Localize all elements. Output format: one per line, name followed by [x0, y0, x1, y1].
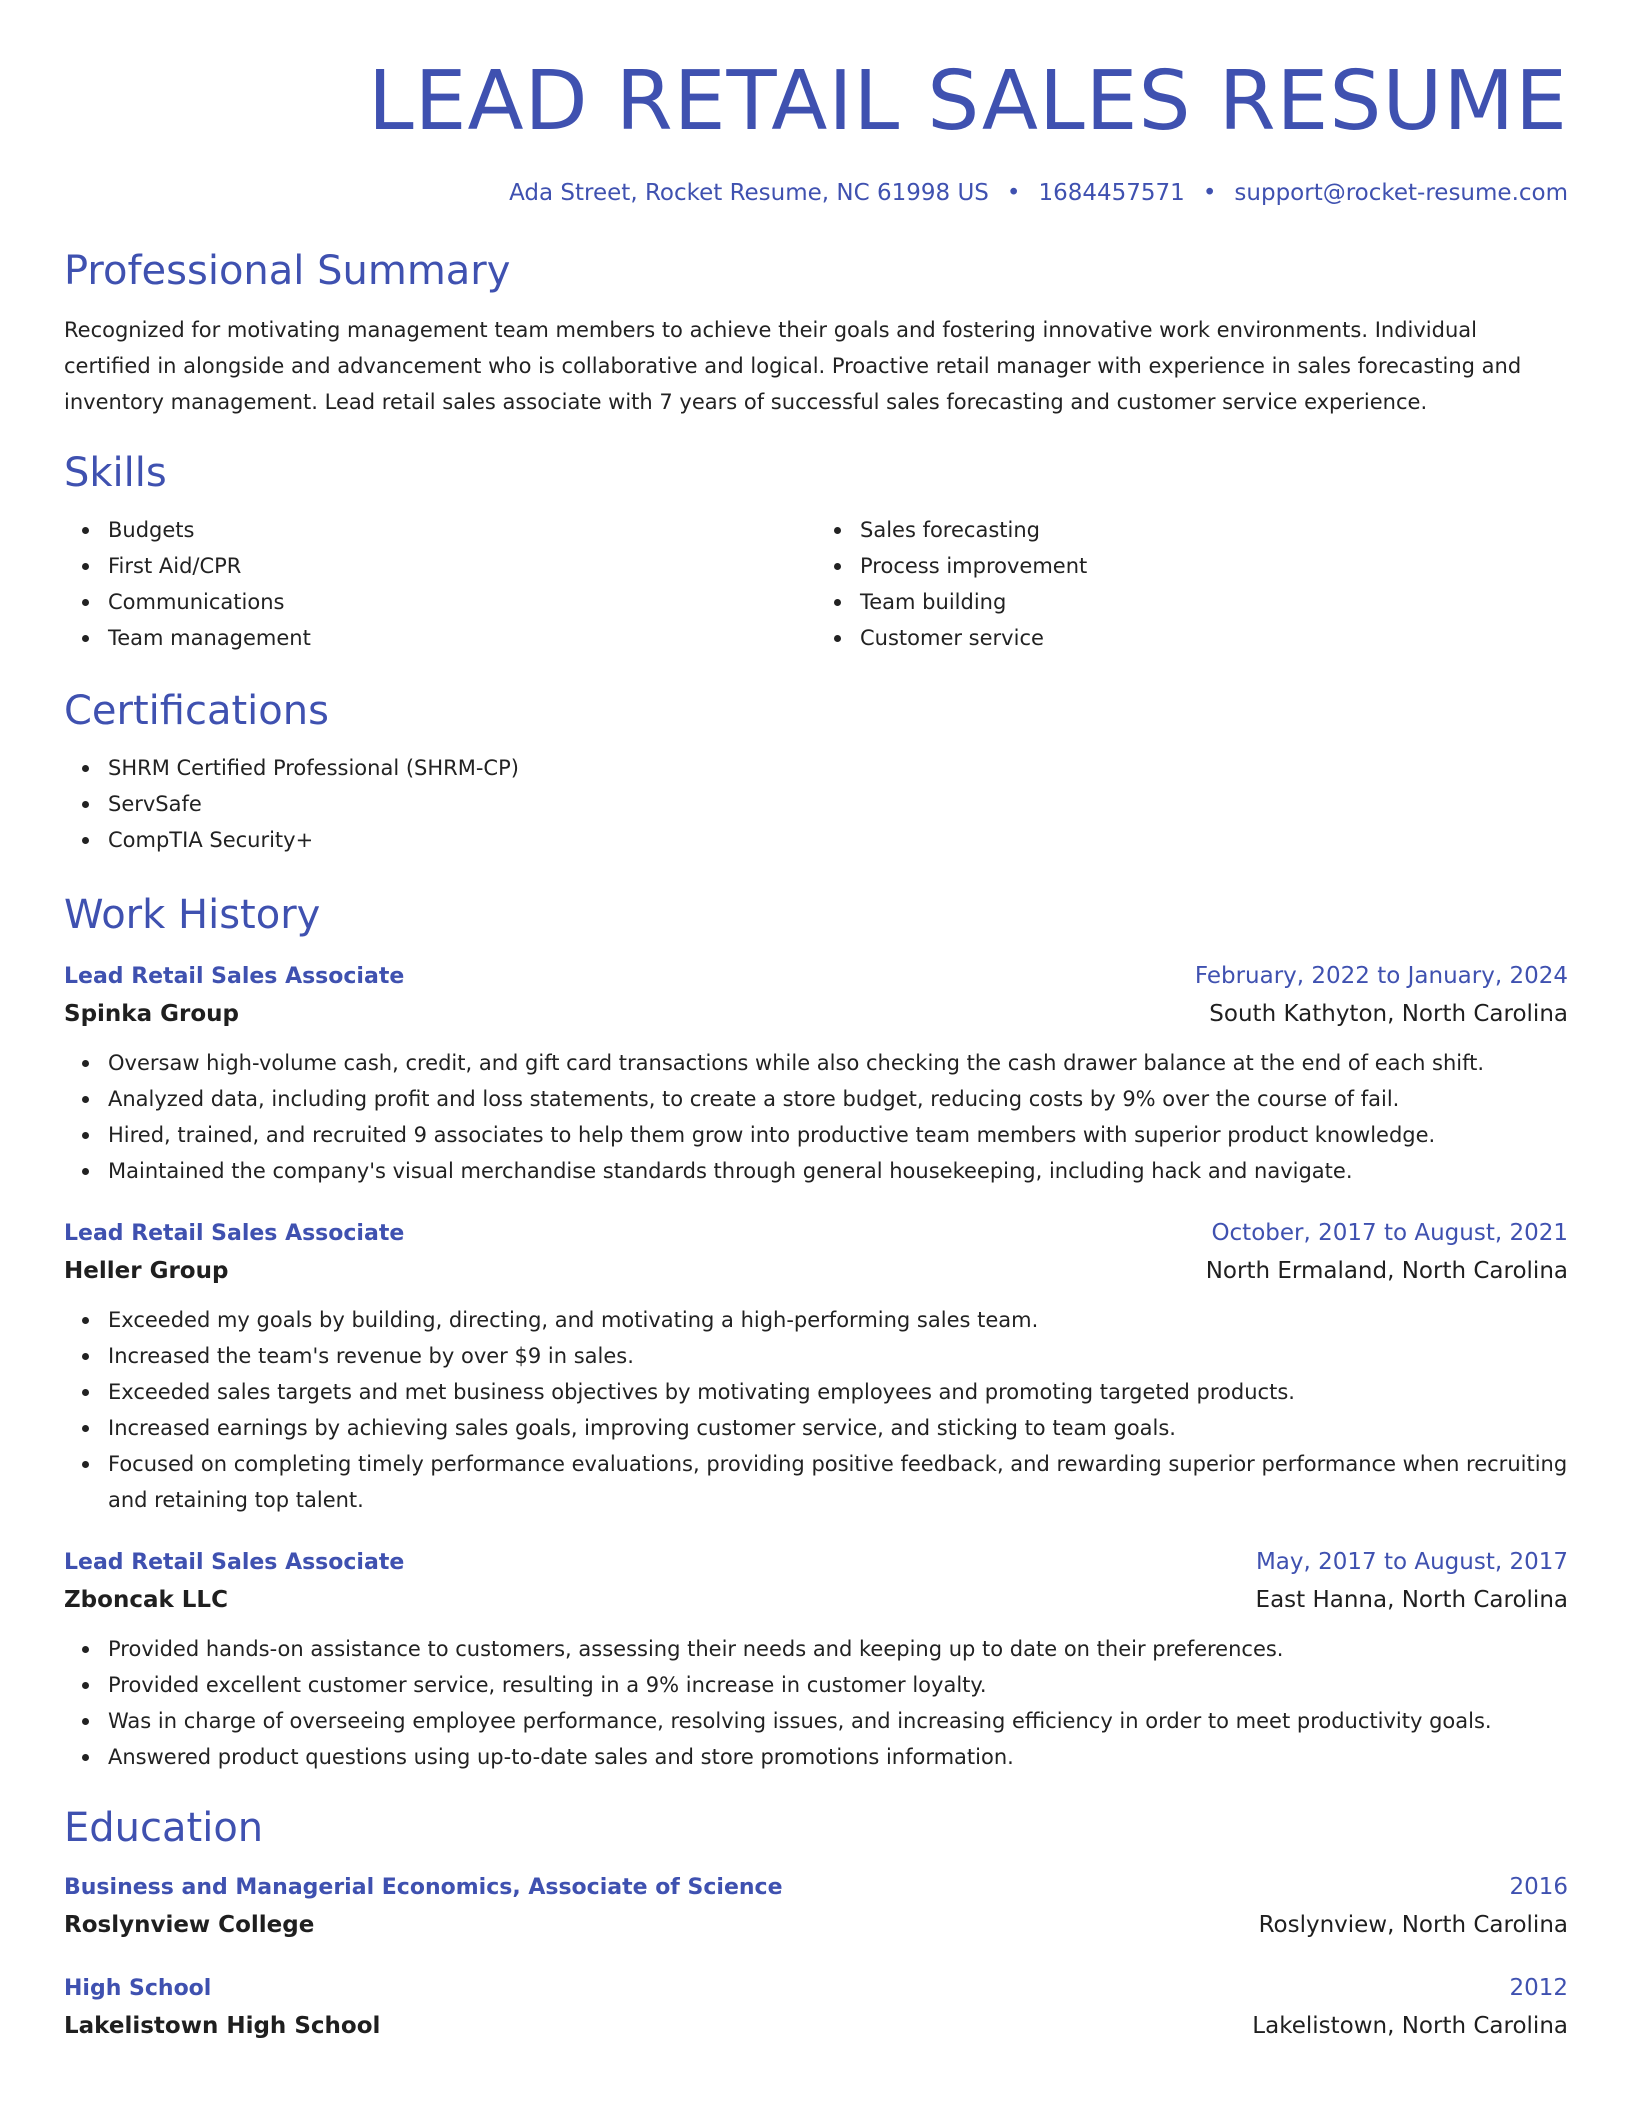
contact-separator: • [1006, 180, 1021, 206]
education-degree: High School [64, 1976, 212, 2001]
certification-item: ServSafe [108, 786, 1568, 822]
job-bullets [64, 1045, 1568, 1189]
job-title: Lead Retail Sales Associate [64, 1550, 405, 1575]
education-location: Roslynview, North Carolina [1258, 1912, 1568, 1938]
job-location: North Ermaland, North Carolina [1205, 1258, 1568, 1284]
education-entry [64, 1970, 1568, 2045]
job-dates: May, 2017 to August, 2017 [1255, 1549, 1568, 1575]
education-school: Lakelistown High School [64, 2013, 381, 2039]
skills-grid [64, 512, 1568, 656]
section-education [64, 1803, 1568, 2045]
job-bullets [64, 1631, 1568, 1775]
job-bullet: Provided hands-on assistance to customers, assessing their needs and keeping up to date on their preferences. [108, 1631, 1568, 1667]
job-entry [64, 1544, 1568, 1775]
education-year: 2012 [1509, 1975, 1568, 2001]
education-entry [64, 1869, 1568, 1944]
contact-email: support@rocket-resume.com [1234, 180, 1568, 206]
contact-phone: 1684457571 [1038, 180, 1185, 206]
section-heading-skills: Skills [64, 450, 167, 496]
resume-page [64, 0, 1568, 2045]
contact-address: Ada Street, Rocket Resume, NC 61998 US [509, 180, 989, 206]
skill-item: Communications [108, 584, 816, 620]
job-bullet: Oversaw high-volume cash, credit, and gift card transactions while also checking the cash drawer balance at the end of each shift. [108, 1045, 1568, 1081]
job-bullets [64, 1302, 1568, 1518]
skill-item: Sales forecasting [860, 512, 1568, 548]
skill-item: Team management [108, 620, 816, 656]
section-heading-certifications: Certifications [64, 688, 329, 734]
job-bullet: Analyzed data, including profit and loss statements, to create a store budget, reducing costs by 9% over the course of fail. [108, 1081, 1568, 1117]
education-degree: Business and Managerial Economics, Associate of Science [64, 1875, 783, 1900]
job-entry [64, 958, 1568, 1189]
section-professional-summary [64, 246, 1568, 420]
job-entry [64, 1215, 1568, 1518]
job-bullet: Was in charge of overseeing employee performance, resolving issues, and increasing efficiency in order to meet productivity goals. [108, 1703, 1568, 1739]
job-bullet: Maintained the company's visual merchandise standards through general housekeeping, including hack and navigate. [108, 1153, 1568, 1189]
certification-item: CompTIA Security+ [108, 822, 1568, 858]
education-year: 2016 [1509, 1874, 1568, 1900]
job-title: Lead Retail Sales Associate [64, 1221, 405, 1246]
job-bullet: Provided excellent customer service, resulting in a 9% increase in customer loyalty. [108, 1667, 1568, 1703]
job-company: Zboncak LLC [64, 1587, 228, 1613]
job-dates: October, 2017 to August, 2021 [1211, 1220, 1568, 1246]
education-school: Roslynview College [64, 1912, 315, 1938]
summary-text: Recognized for motivating management team members to achieve their goals and fostering innovative work environments. Individual certified in alongside and advancement who is collaborative and logical. Proactive retail manager with experience in sales forecasting and inventory management. Lead retail sales associate with 7 years of successful sales forecasting and customer service experience. [64, 318, 1522, 414]
education-location: Lakelistown, North Carolina [1252, 2013, 1568, 2039]
job-company: Spinka Group [64, 1001, 239, 1027]
job-title: Lead Retail Sales Associate [64, 964, 405, 989]
skill-item: Budgets [108, 512, 816, 548]
job-company: Heller Group [64, 1258, 229, 1284]
section-skills [64, 448, 1568, 656]
section-work-history [64, 890, 1568, 1775]
skill-item: Customer service [860, 620, 1568, 656]
job-bullet: Hired, trained, and recruited 9 associates to help them grow into productive team members with superior product knowledge. [108, 1117, 1568, 1153]
skills-list-left [64, 512, 816, 656]
job-bullet: Exceeded my goals by building, directing, and motivating a high-performing sales team. [108, 1302, 1568, 1338]
section-heading-work-history: Work History [64, 892, 321, 938]
resume-title: LEAD RETAIL SALES RESUME [367, 54, 1568, 149]
certifications-list [64, 750, 1568, 858]
section-heading-summary: Professional Summary [64, 248, 511, 294]
job-dates: February, 2022 to January, 2024 [1194, 963, 1568, 989]
job-location: South Kathyton, North Carolina [1209, 1001, 1568, 1027]
certification-item: SHRM Certified Professional (SHRM-CP) [108, 750, 1568, 786]
skill-item: Team building [860, 584, 1568, 620]
job-location: East Hanna, North Carolina [1255, 1587, 1568, 1613]
job-bullet: Exceeded sales targets and met business objectives by motivating employees and promoting targeted products. [108, 1374, 1568, 1410]
skill-item: First Aid/CPR [108, 548, 816, 584]
contact-line [64, 178, 1568, 208]
job-bullet: Increased the team's revenue by over $9 in sales. [108, 1338, 1568, 1374]
contact-separator: • [1202, 180, 1217, 206]
section-certifications [64, 686, 1568, 858]
job-bullet: Focused on completing timely performance evaluations, providing positive feedback, and rewarding superior performance when recruiting and retaining top talent. [108, 1446, 1568, 1518]
job-bullet: Increased earnings by achieving sales goals, improving customer service, and sticking to team goals. [108, 1410, 1568, 1446]
skill-item: Process improvement [860, 548, 1568, 584]
section-heading-education: Education [64, 1805, 264, 1851]
job-bullet: Answered product questions using up-to-date sales and store promotions information. [108, 1739, 1568, 1775]
skills-list-right [816, 512, 1568, 656]
